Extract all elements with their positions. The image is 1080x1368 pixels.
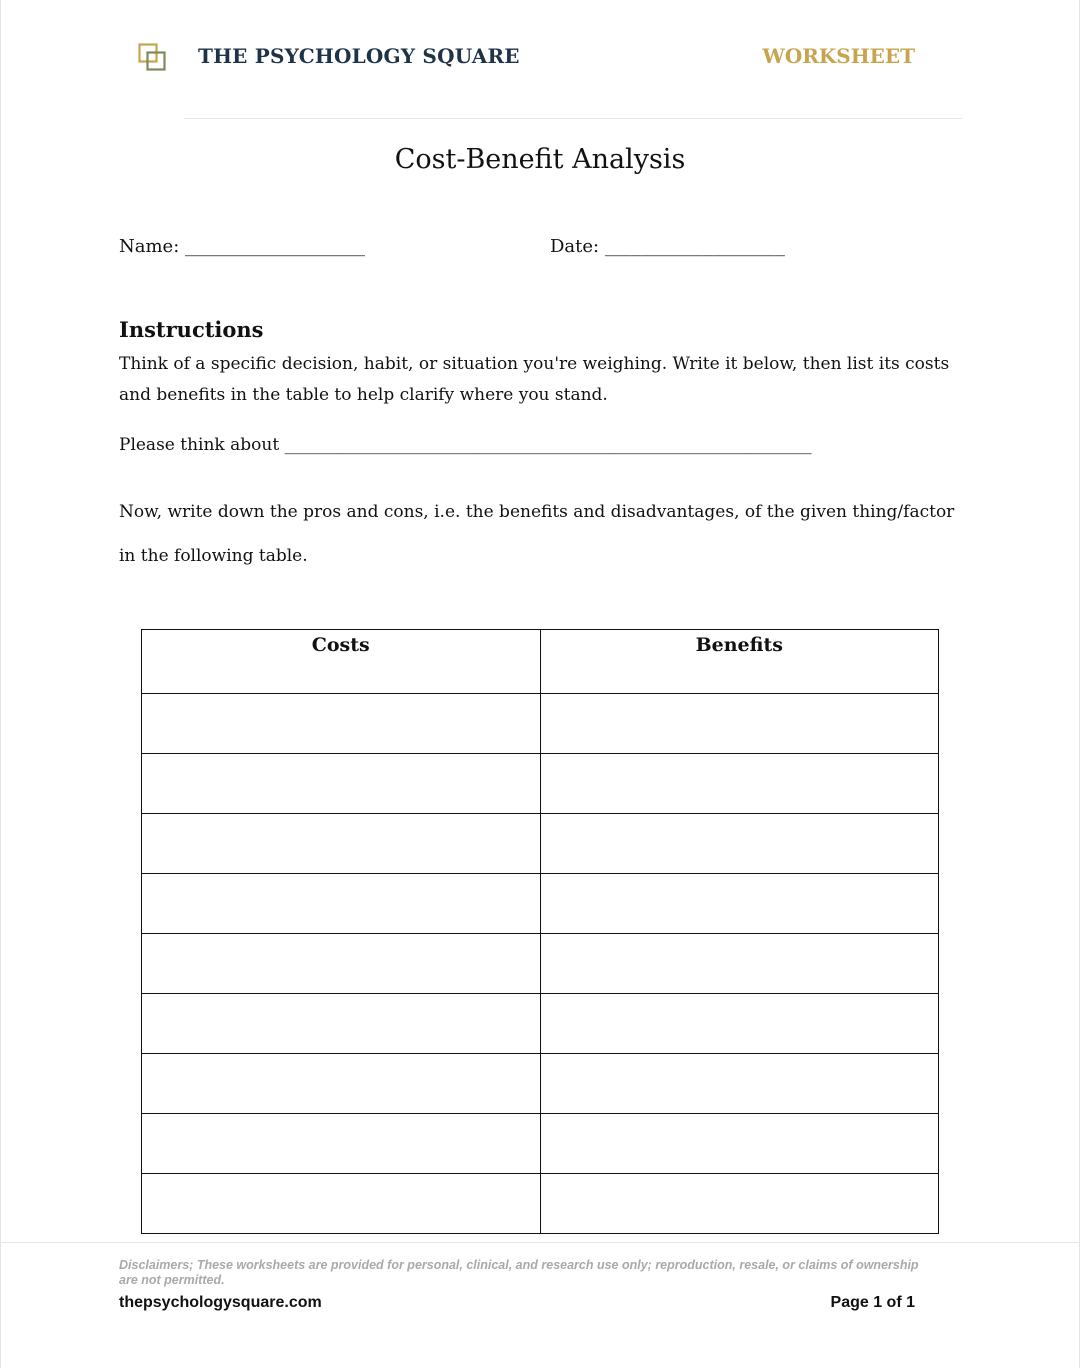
benefit-cell[interactable]: [540, 814, 939, 874]
think-about-field[interactable]: [119, 435, 812, 455]
table-row: [142, 1174, 939, 1234]
benefits-column-header: Benefits: [540, 630, 939, 694]
cost-cell[interactable]: [142, 994, 541, 1054]
disclaimer-text: Disclaimers; These worksheets are provided for personal, clinical, and research use only; reproduction, resale, or claims of ownership are not permitted.: [119, 1258, 919, 1287]
brand-name: THE PSYCHOLOGY SQUARE: [198, 44, 520, 68]
costs-column-header: Costs: [142, 630, 541, 694]
date-label: Date:: [550, 236, 600, 257]
cost-cell[interactable]: [142, 934, 541, 994]
page-title: Cost-Benefit Analysis: [394, 144, 686, 175]
table-prompt: Now, write down the pros and cons, i.e. the benefits and disadvantages, of the given thing/factor in the following table.: [119, 502, 955, 566]
table-row: [142, 814, 939, 874]
page-edge-left: [0, 0, 1, 1368]
cost-cell[interactable]: [142, 694, 541, 754]
table-row: [142, 874, 939, 934]
benefit-cell[interactable]: [540, 1114, 939, 1174]
page-number: Page 1 of 1: [830, 1294, 915, 1311]
cost-cell[interactable]: [142, 814, 541, 874]
document-type-label: WORKSHEET: [762, 44, 915, 68]
table-header-row: [142, 630, 939, 694]
table-row: [142, 694, 939, 754]
table-row: [142, 1114, 939, 1174]
cost-cell[interactable]: [142, 754, 541, 814]
cost-cell[interactable]: [142, 874, 541, 934]
table-row: [142, 754, 939, 814]
benefit-cell[interactable]: [540, 1174, 939, 1234]
table-row: [142, 1054, 939, 1114]
footer-divider: [0, 1242, 1080, 1243]
overlapping-squares-icon: [138, 43, 166, 71]
benefit-cell[interactable]: [540, 1054, 939, 1114]
table-row: [142, 994, 939, 1054]
benefit-cell[interactable]: [540, 754, 939, 814]
date-field[interactable]: [550, 236, 785, 257]
cost-cell[interactable]: [142, 1054, 541, 1114]
cost-cell[interactable]: [142, 1114, 541, 1174]
name-label: Name:: [119, 236, 180, 257]
date-blank[interactable]: ____________________: [604, 236, 785, 257]
cost-benefit-table: [141, 629, 939, 1234]
website-link[interactable]: thepsychologysquare.com: [119, 1294, 322, 1311]
benefit-cell[interactable]: [540, 694, 939, 754]
header-divider: [184, 118, 962, 119]
table-row: [142, 934, 939, 994]
think-about-blank[interactable]: ______________________________________________________________: [284, 435, 812, 455]
name-field[interactable]: [119, 236, 365, 257]
cost-cell[interactable]: [142, 1174, 541, 1234]
instructions-body: Think of a specific decision, habit, or situation you're weighing. Write it below, then list its costs and benefits in the table to help clarify where you stand.: [119, 354, 950, 405]
benefit-cell[interactable]: [540, 874, 939, 934]
name-blank[interactable]: ____________________: [185, 236, 366, 257]
think-about-label: Please think about: [119, 435, 280, 455]
benefit-cell[interactable]: [540, 994, 939, 1054]
benefit-cell[interactable]: [540, 934, 939, 994]
instructions-heading: Instructions: [119, 317, 264, 342]
